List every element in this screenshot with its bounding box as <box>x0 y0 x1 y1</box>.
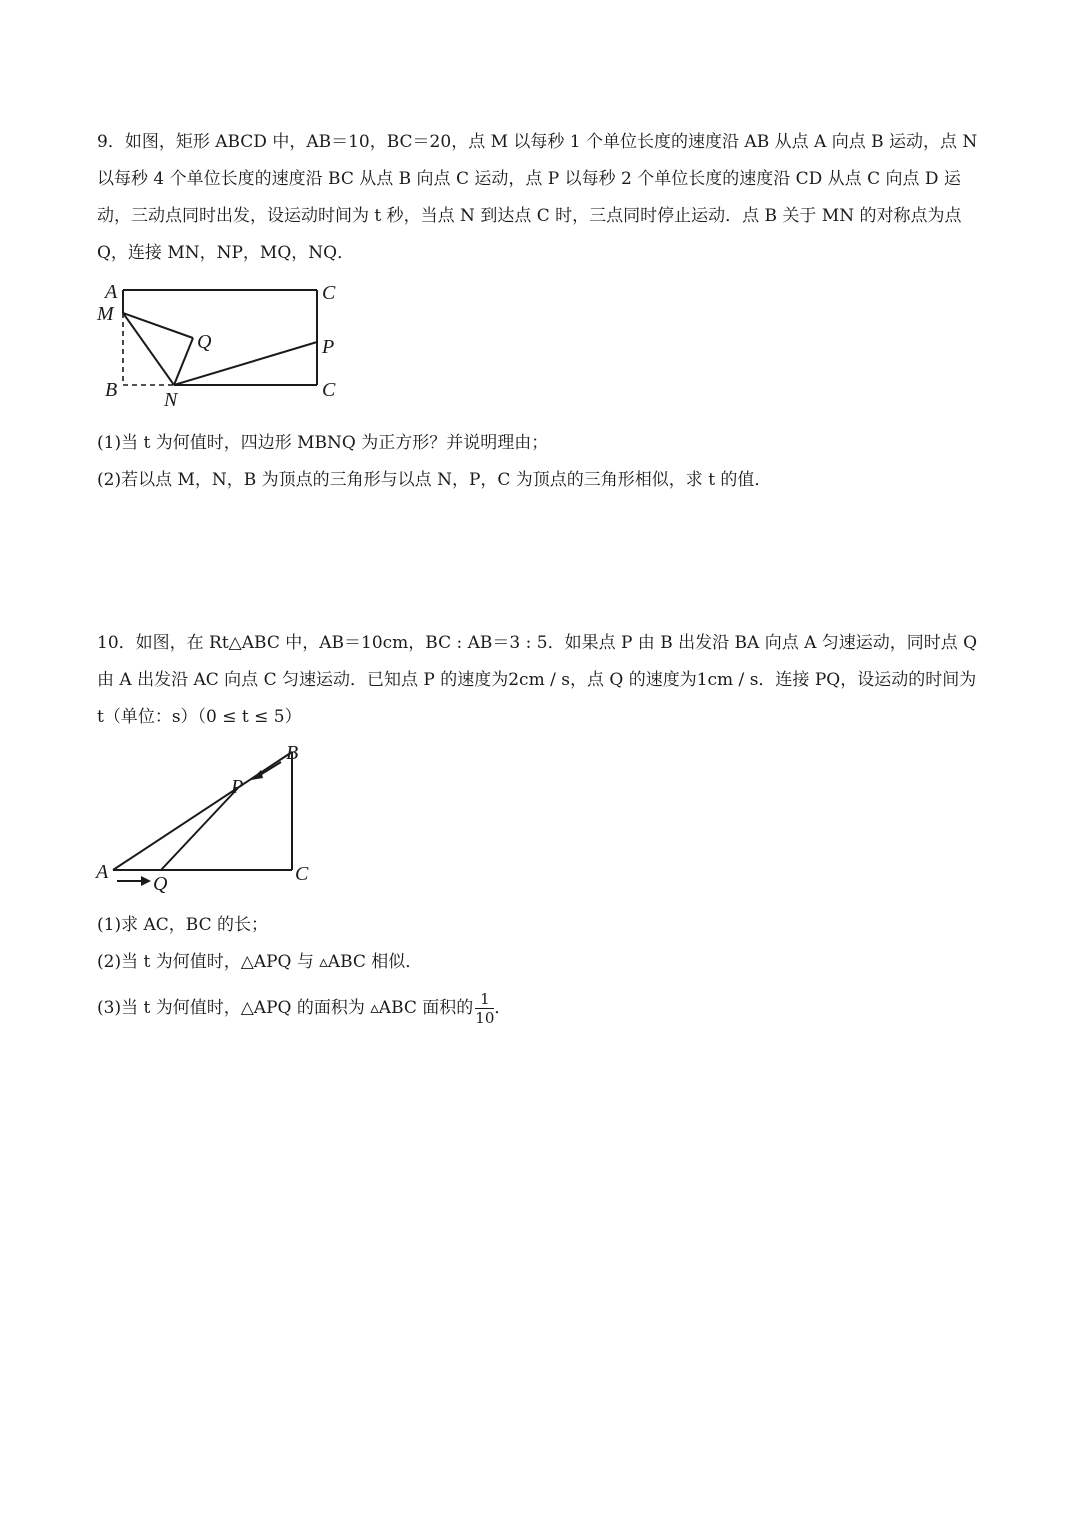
q10-sub3-suffix: ． <box>494 998 512 1018</box>
q10-figure <box>95 740 325 895</box>
q10-sub3-numerator: 1 <box>475 990 494 1009</box>
q10-label-c: C <box>295 863 309 885</box>
q10-sub2: (2)当 t 为何值时，△APQ 与 ▵ABC 相似． <box>97 952 423 972</box>
q9-label-c-bottom: C <box>322 379 336 401</box>
q9-label-n: N <box>164 389 178 411</box>
q9-label-c-top: C <box>322 282 336 304</box>
q9-label-b: B <box>105 379 118 401</box>
q10-label-p: P <box>231 776 244 798</box>
q10-label-q: Q <box>153 873 168 895</box>
q9-label-p: P <box>322 336 335 358</box>
q10-sub1: (1)求 AC，BC 的长； <box>97 915 268 935</box>
q10-label-b: B <box>286 742 299 764</box>
q9-figure <box>95 278 355 413</box>
q10-label-a: A <box>96 861 109 883</box>
q9-statement: 9．如图，矩形 ABCD 中，AB＝10，BC＝20，点 M 以每秒 1 个单位长度的速度沿 AB 从点 A 向点 B 运动，点 N 以每秒 4 个单位长度的速度沿 BC 从点 B 向点 C 运动，点 P 以每秒 2 个单位长度的速度沿 CD 从点 C 向点 D 运动，三动点同时出发，设运动时间为 t 秒，当点 N 到达点 C 时，三点同时停止运动．点 B 关于 MN 的对称点为点 Q，连接 MN，NP，MQ，NQ． <box>97 132 978 263</box>
q10-sub3-fraction <box>475 990 494 1027</box>
q9-sub2: (2)若以点 M，N，B 为顶点的三角形与以点 N，P，C 为顶点的三角形相似，求 t 的值． <box>97 470 772 490</box>
q9-label-a: A <box>105 281 118 303</box>
q10-statement: 10．如图，在 Rt△ABC 中，AB＝10cm，BC : AB＝3 : 5．如果点 P 由 B 出发沿 BA 向点 A 匀速运动，同时点 Q 由 A 出发沿 AC 向点 C 匀速运动．已知点 P 的速度为2cm / s，点 Q 的速度为1cm / s．连接 PQ，设运动的时间为 t（单位：s）（0 ≤ t ≤ 5） <box>97 633 978 727</box>
q10-sub3-prefix: (3)当 t 为何值时，△APQ 的面积为 ▵ABC 面积的 <box>97 998 474 1018</box>
q9-label-m: M <box>97 303 114 325</box>
q9-label-q: Q <box>197 331 212 353</box>
q10-sub3 <box>97 990 511 1027</box>
q10-sub3-denominator: 10 <box>475 1009 495 1027</box>
q9-sub1: (1)当 t 为何值时，四边形 MBNQ 为正方形？并说明理由； <box>97 433 549 453</box>
